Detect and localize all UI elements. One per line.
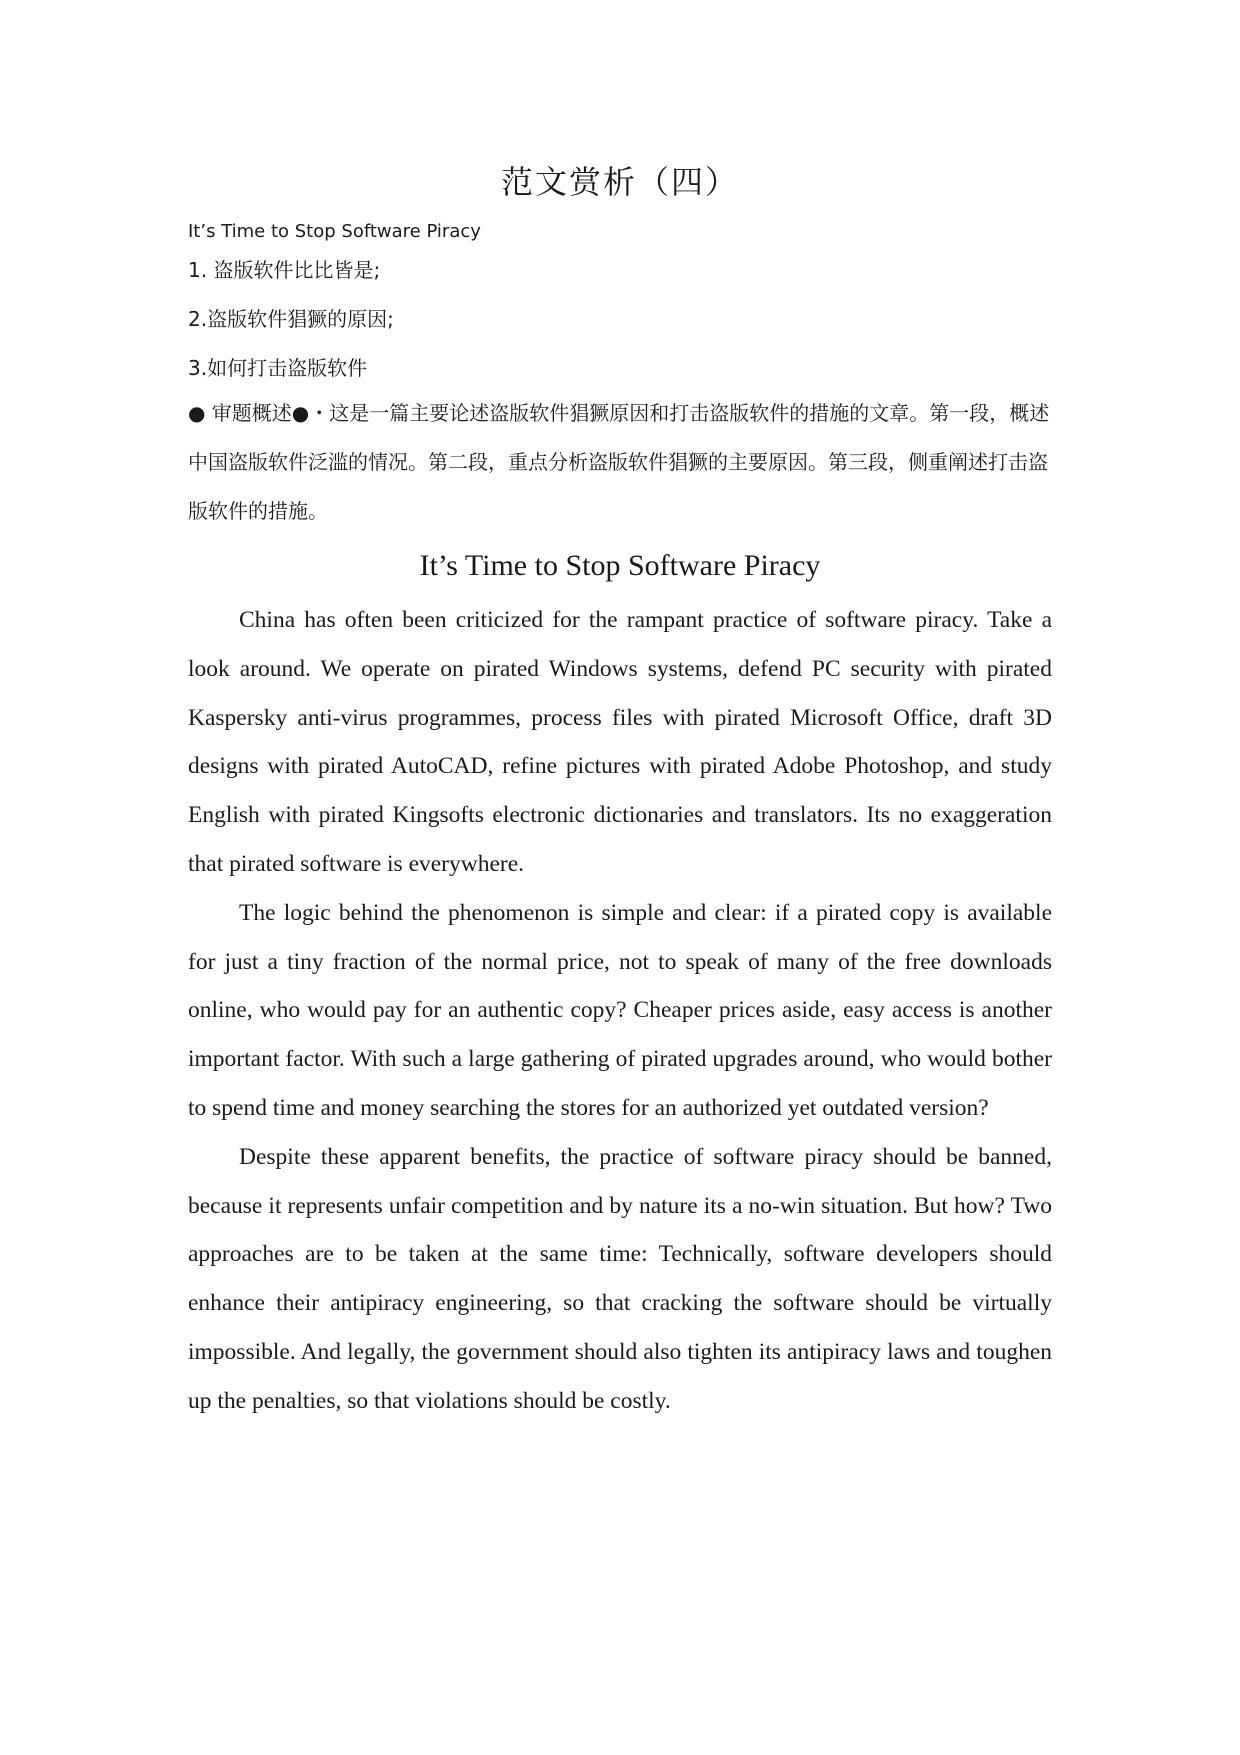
essay-title: It’s Time to Stop Software Piracy [419,549,821,582]
essay-subtitle: It’s Time to Stop Software Piracy [188,221,481,242]
outline-item: 2.盗版软件猖獗的原因; [188,307,394,331]
outline-list [188,256,1052,382]
essay-paragraph: China has often been criticized for the rampant practice of software piracy. Take a look around. We operate on pirated Windows systems, defend PC security with pirated Kaspersky anti-virus programmes, process files with pirated Microsoft Office, draft 3D designs with pirated AutoCAD, refine pictures with pirated Adobe Photoshop, and study English with pirated Kingsofts electronic dictionaries and translators. Its no exaggeration that pirated software is everywhere. [188,607,1052,877]
outline-item: 3.如何打击盗版软件 [188,356,368,380]
document-content [188,160,1052,1426]
page-title: 范文赏析（四） [500,163,739,201]
overview-text: ● 审题概述●・这是一篇主要论述盗版软件猖獗原因和打击盗版软件的措施的文章。第一段，概述中国盗版软件泛滥的情况。第二段，重点分析盗版软件猖獗的主要原因。第三段，侧重阐述打击盗版软件的措施。 [188,401,1050,523]
essay-paragraph: The logic behind the phenomenon is simple and clear: if a pirated copy is available for just a tiny fraction of the normal price, not to speak of many of the free downloads online, who would pay for an authentic copy? Cheaper prices aside, easy access is another important factor. With such a large gathering of pirated upgrades around, who would bother to spend time and money searching the stores for an authorized yet outdated version? [188,899,1052,1121]
outline-item: 1. 盗版软件比比皆是; [188,258,381,282]
essay-paragraph: Despite these apparent benefits, the practice of software piracy should be banned, because it represents unfair competition and by nature its a no-win situation. But how? Two approaches are to be taken at the same time: Technically, software developers should enhance their antipiracy engineering, so that cracking the software should be virtually impossible. And legally, the government should also tighten its antipiracy laws and toughen up the penalties, so that violations should be costly. [188,1143,1052,1414]
